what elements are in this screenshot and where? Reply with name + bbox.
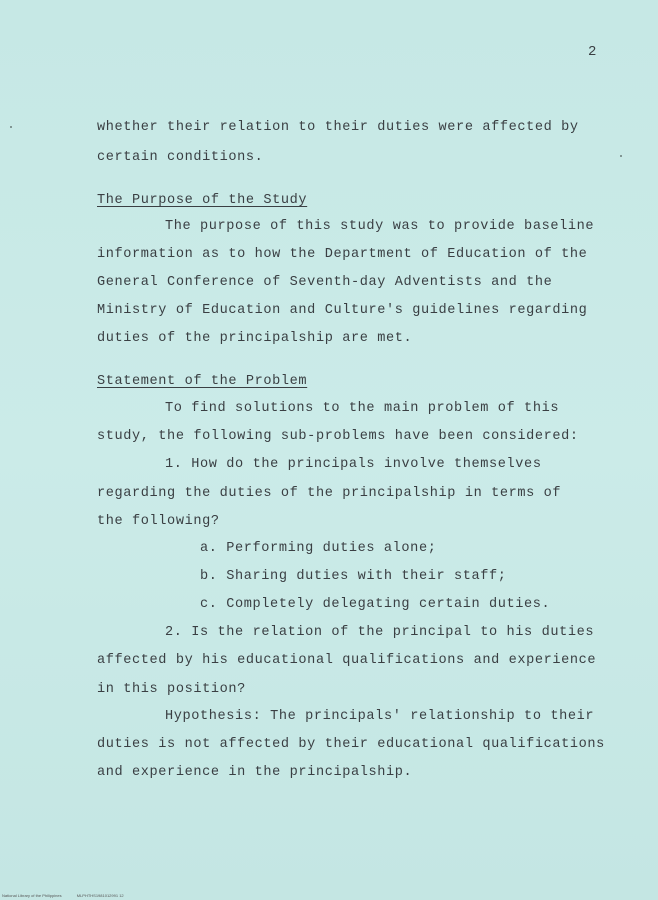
text-line: and experience in the principalship. xyxy=(97,765,413,780)
section-heading-problem: Statement of the Problem xyxy=(97,374,308,389)
text-line: The purpose of this study was to provide baseline xyxy=(165,219,595,234)
hypothesis-line: Hypothesis: The principals' relationship to their xyxy=(165,709,595,724)
sub-item: b. Sharing duties with their staff; xyxy=(200,569,507,584)
numbered-item: 1. How do the principals involve themselves xyxy=(165,457,542,472)
paper-speck xyxy=(10,126,12,128)
paper-speck xyxy=(620,155,622,157)
numbered-item: 2. Is the relation of the principal to his duties xyxy=(165,625,595,640)
text-line: Ministry of Education and Culture's guidelines regarding xyxy=(97,303,588,318)
text-line: duties of the principalship are met. xyxy=(97,331,413,346)
text-line: whether their relation to their duties were affected by xyxy=(97,120,579,135)
text-line: To find solutions to the main problem of this xyxy=(165,401,560,416)
text-line: information as to how the Department of Education of the xyxy=(97,247,588,262)
footer-library: National Library of the Philippines xyxy=(2,893,62,898)
section-heading-purpose: The Purpose of the Study xyxy=(97,193,308,208)
text-line: General Conference of Seventh-day Adventists and the xyxy=(97,275,553,290)
sub-item: a. Performing duties alone; xyxy=(200,541,437,556)
text-line: study, the following sub-problems have been considered: xyxy=(97,429,579,444)
page-number: 2 xyxy=(588,44,597,60)
text-line: affected by his educational qualifications and experience xyxy=(97,653,597,668)
sub-item: c. Completely delegating certain duties. xyxy=(200,597,551,612)
text-line: certain conditions. xyxy=(97,150,264,165)
text-line: in this position? xyxy=(97,682,246,697)
text-line: the following? xyxy=(97,514,220,529)
footer xyxy=(2,893,138,898)
text-line: duties is not affected by their educational qualifications xyxy=(97,737,605,752)
footer-code: MLPHTHS1981012991 12 xyxy=(76,893,124,898)
text-line: regarding the duties of the principalship in terms of xyxy=(97,486,562,501)
